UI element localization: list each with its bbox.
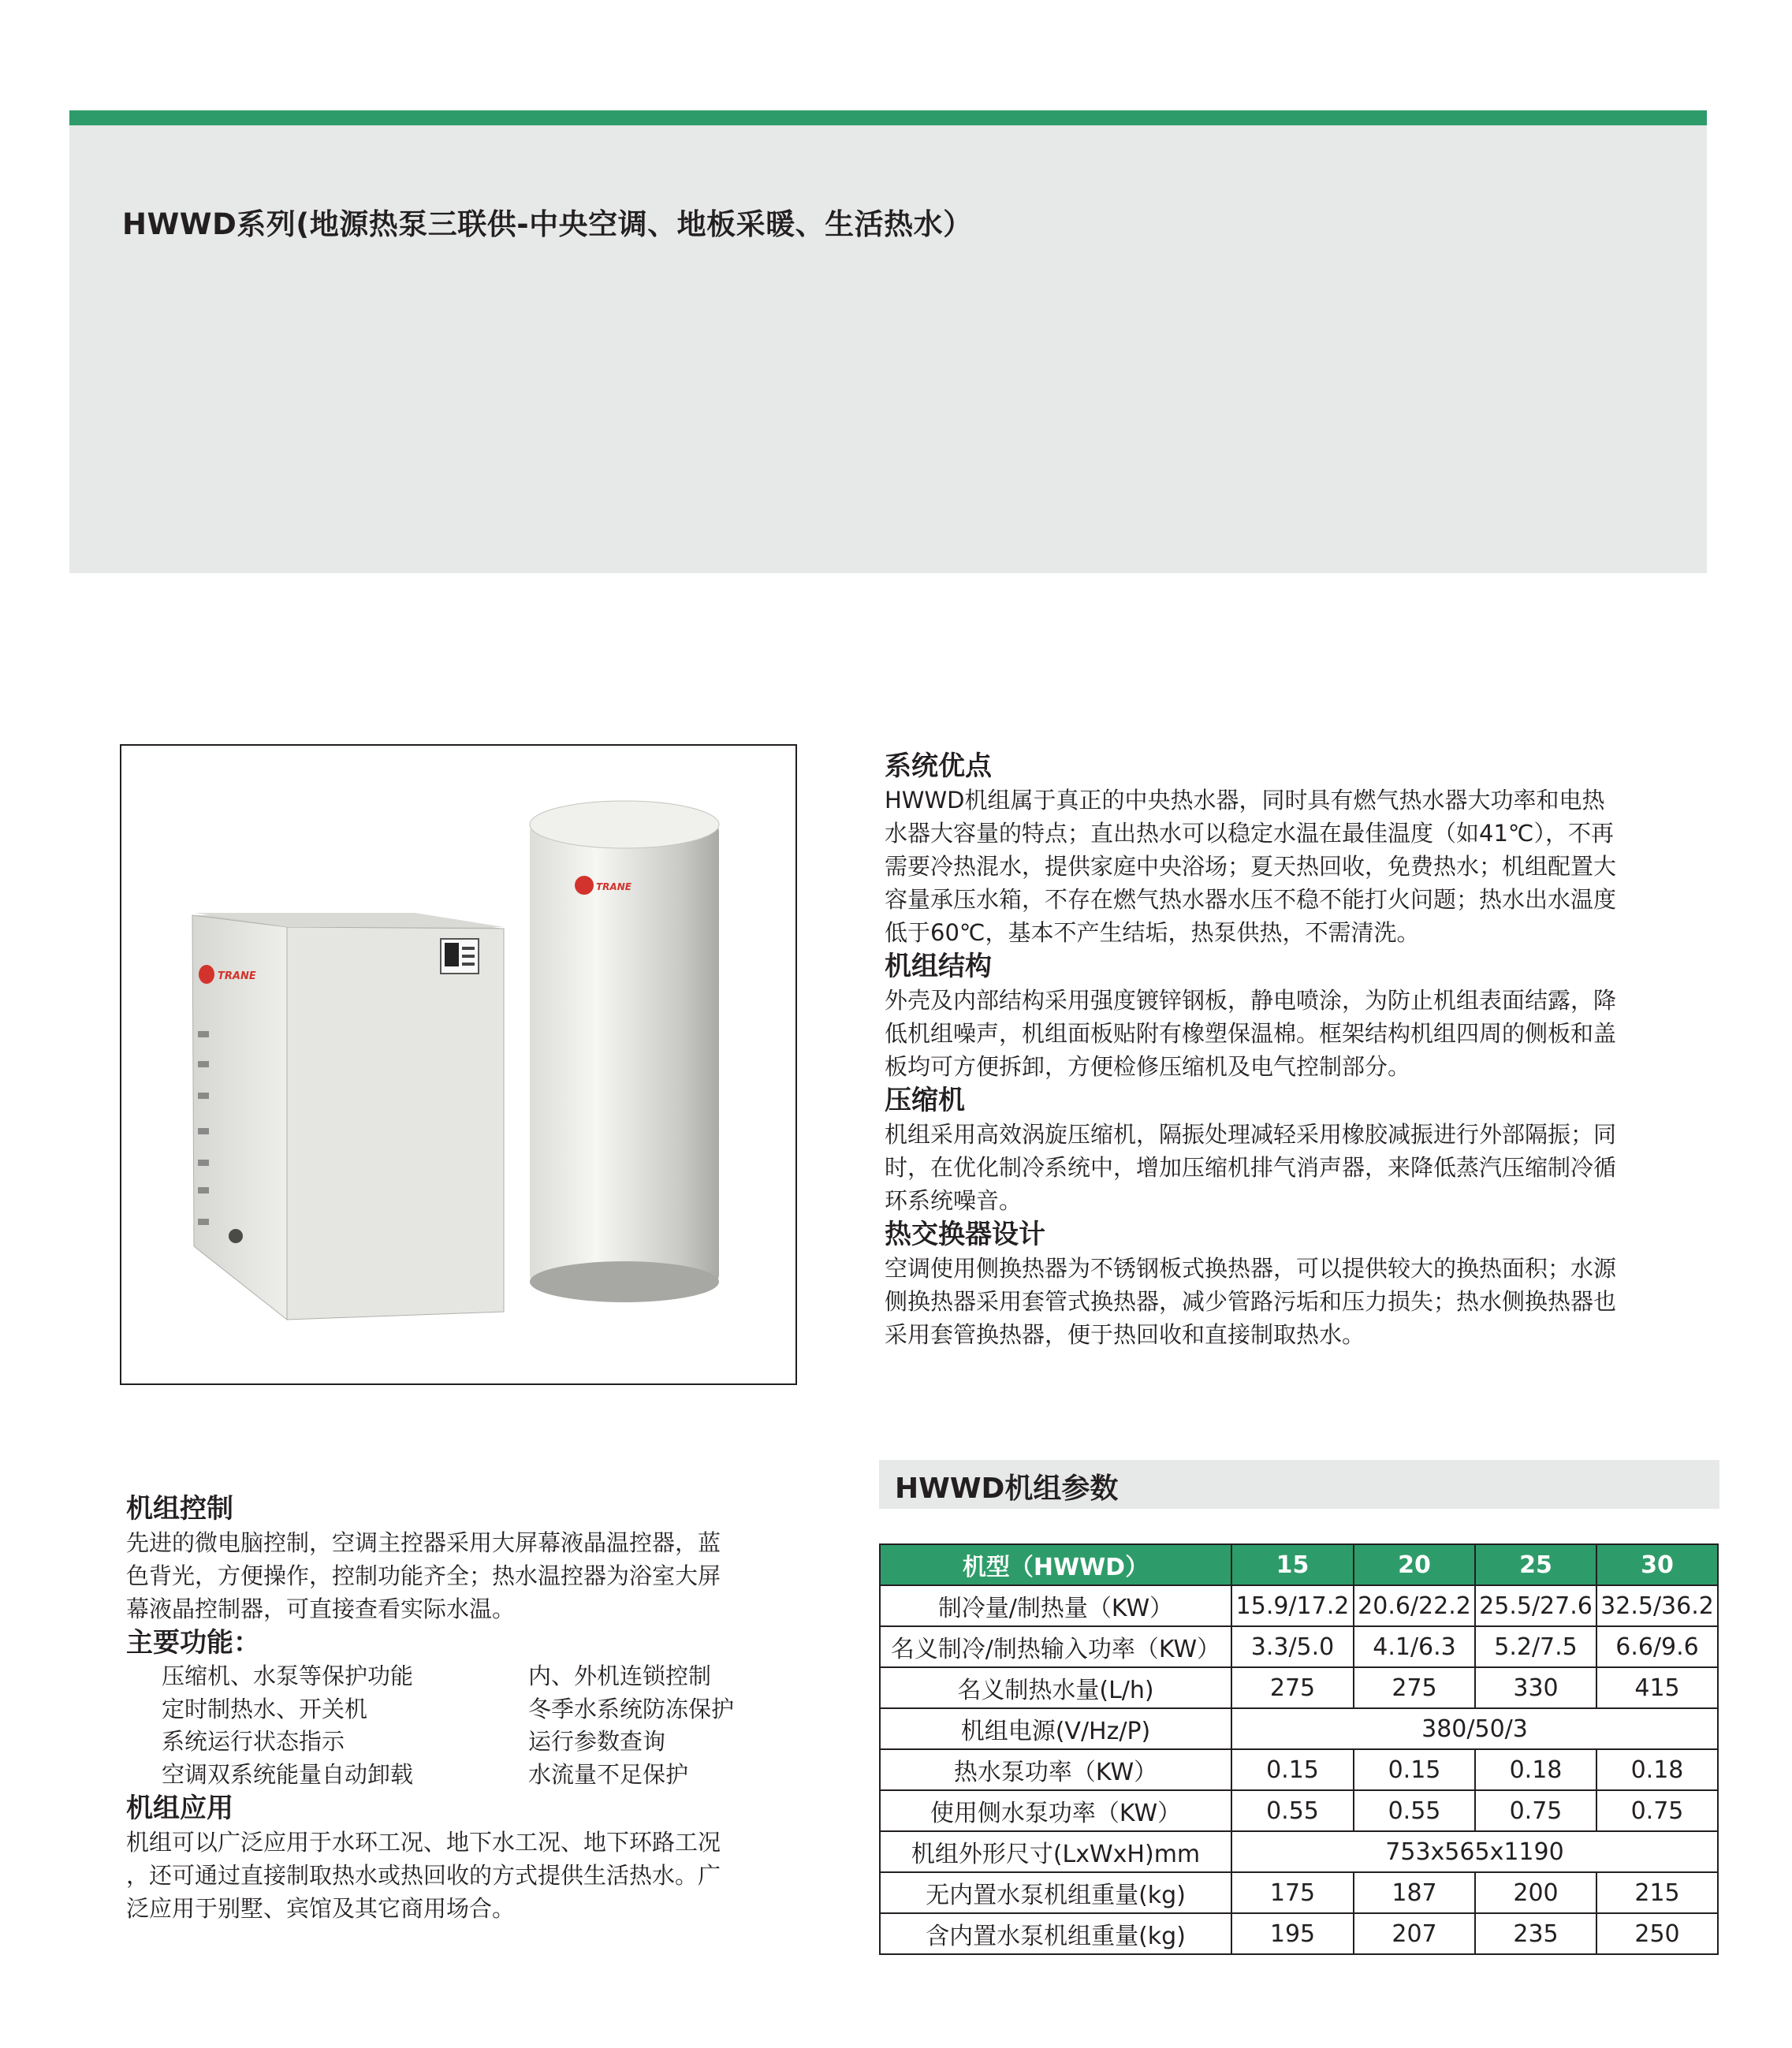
section-line: 时，在优化制冷系统中，增加压缩机排气消声器，来降低蒸汽压缩制冷循 — [885, 1154, 1617, 1181]
section-line: 采用套管换热器，便于热回收和直接制取热水。 — [885, 1321, 1365, 1348]
heat-pump-unit — [192, 913, 504, 1320]
table-cell: 0.15 — [1231, 1749, 1354, 1790]
table-cell: 235 — [1475, 1913, 1596, 1954]
header-cell: 25 — [1475, 1544, 1596, 1585]
table-cell: 3.3/5.0 — [1231, 1626, 1354, 1667]
table-cell: 20.6/22.2 — [1354, 1585, 1475, 1626]
table-cell: 32.5/36.2 — [1596, 1585, 1718, 1626]
row-label: 使用侧水泵功率（KW） — [880, 1790, 1231, 1831]
table-row — [880, 1872, 1718, 1913]
header-cell: 20 — [1354, 1544, 1475, 1585]
table-cell: 215 — [1596, 1872, 1718, 1913]
section-compressor — [885, 1083, 1720, 1217]
section-line: 侧换热器采用套管式换热器，减少管路污垢和压力损失；热水侧换热器也 — [885, 1288, 1617, 1315]
function-item: 运行参数查询 — [528, 1728, 666, 1755]
section-application — [126, 1791, 796, 1925]
section-line: 色背光，方便操作，控制功能齐全；热水温控器为浴室大屏 — [126, 1562, 721, 1589]
table-cell: 330 — [1475, 1667, 1596, 1708]
svg-text:TRANE: TRANE — [596, 881, 631, 892]
row-label: 热水泵功率（KW） — [880, 1749, 1231, 1790]
section-line: 泛应用于别墅、宾馆及其它商用场合。 — [126, 1895, 516, 1922]
table-header-row — [880, 1544, 1718, 1585]
product-photo — [120, 744, 797, 1385]
section-line: 幕液晶控制器，可直接查看实际水温。 — [126, 1596, 516, 1622]
params-title: HWWD机组参数 — [895, 1473, 1119, 1505]
table-cell: 0.18 — [1596, 1749, 1718, 1790]
row-label: 机组外形尺寸(LxWxH)mm — [880, 1831, 1231, 1872]
section-line: 低机组噪声，机组面板贴附有橡塑保温棉。框架结构机组四周的侧板和盖 — [885, 1020, 1617, 1047]
table-row — [880, 1708, 1718, 1749]
header-accent-bar — [69, 110, 1707, 125]
table-row — [880, 1749, 1718, 1790]
product-illustration — [121, 746, 797, 1385]
svg-text:TRANE: TRANE — [218, 970, 256, 982]
page-title: HWWD系列(地源热泵三联供-中央空调、地板采暖、生活热水） — [122, 207, 973, 241]
header-cell: 30 — [1596, 1544, 1718, 1585]
table-cell-merged: 753x565x1190 — [1231, 1831, 1718, 1872]
section-heading: 主要功能： — [126, 1627, 260, 1659]
section-line: 容量承压水箱，不存在燃气热水器水压不稳不能打火问题；热水出水温度 — [885, 886, 1617, 913]
section-line: 环系统噪音。 — [885, 1187, 1023, 1214]
params-title-bar — [879, 1460, 1719, 1509]
table-cell: 0.75 — [1596, 1790, 1718, 1831]
section-heading: 系统优点 — [885, 750, 992, 782]
table-cell: 275 — [1231, 1667, 1354, 1708]
table-row — [880, 1626, 1718, 1667]
section-functions — [126, 1625, 796, 1791]
table-cell: 0.15 — [1354, 1749, 1475, 1790]
section-line: 先进的微电脑控制，空调主控器采用大屏幕液晶温控器，蓝 — [126, 1529, 721, 1556]
section-structure — [885, 949, 1720, 1083]
header-cell: 15 — [1231, 1544, 1354, 1585]
table-cell: 200 — [1475, 1872, 1596, 1913]
header-panel — [69, 125, 1707, 573]
table-cell: 0.18 — [1475, 1749, 1596, 1790]
section-heat-exchanger — [885, 1217, 1720, 1351]
section-heading: 机组结构 — [885, 951, 992, 982]
table-row — [880, 1790, 1718, 1831]
function-item: 系统运行状态指示 — [162, 1728, 345, 1755]
function-item: 空调双系统能量自动卸载 — [162, 1760, 414, 1788]
table-cell: 15.9/17.2 — [1231, 1585, 1354, 1626]
section-control — [126, 1491, 796, 1625]
section-line: 水器大容量的特点；直出热水可以稳定水温在最佳温度（如41℃），不再 — [885, 820, 1614, 847]
table-cell: 207 — [1354, 1913, 1475, 1954]
table-cell: 6.6/9.6 — [1596, 1626, 1718, 1667]
table-row — [880, 1667, 1718, 1708]
table-row — [880, 1831, 1718, 1872]
row-label: 无内置水泵机组重量(kg) — [880, 1872, 1231, 1913]
section-advantages — [885, 749, 1720, 949]
function-item: 压缩机、水泵等保护功能 — [162, 1663, 414, 1689]
table-cell: 275 — [1354, 1667, 1475, 1708]
header-cell: 机型（HWWD） — [880, 1544, 1231, 1585]
table-cell: 250 — [1596, 1913, 1718, 1954]
section-line: 机组采用高效涡旋压缩机，隔振处理减轻采用橡胶减振进行外部隔振；同 — [885, 1121, 1617, 1148]
row-label: 制冷量/制热量（KW） — [880, 1585, 1231, 1626]
table-cell: 0.75 — [1475, 1790, 1596, 1831]
function-item: 冬季水系统防冻保护 — [528, 1695, 735, 1722]
table-cell: 0.55 — [1354, 1790, 1475, 1831]
function-item: 水流量不足保护 — [528, 1760, 689, 1788]
row-label: 名义制热水量(L/h) — [880, 1667, 1231, 1708]
section-line: HWWD机组属于真正的中央热水器，同时具有燃气热水器大功率和电热 — [885, 787, 1605, 814]
table-cell: 195 — [1231, 1913, 1354, 1954]
section-heading: 机组应用 — [126, 1793, 233, 1824]
row-label: 含内置水泵机组重量(kg) — [880, 1913, 1231, 1954]
section-line: 板均可方便拆卸，方便检修压缩机及电气控制部分。 — [885, 1053, 1411, 1080]
params-table — [879, 1543, 1719, 1955]
section-line: ，还可通过直接制取热水或热回收的方式提供生活热水。广 — [126, 1862, 721, 1889]
section-line: 外壳及内部结构采用强度镀锌钢板，静电喷涂，为防止机组表面结露，降 — [885, 987, 1617, 1014]
table-cell: 25.5/27.6 — [1475, 1585, 1596, 1626]
table-row — [880, 1913, 1718, 1954]
table-cell: 175 — [1231, 1872, 1354, 1913]
function-item: 定时制热水、开关机 — [162, 1695, 368, 1722]
section-line: 低于60℃，基本不产生结垢，热泵供热，不需清洗。 — [885, 919, 1420, 946]
table-cell: 0.55 — [1231, 1790, 1354, 1831]
table-cell: 4.1/6.3 — [1354, 1626, 1475, 1667]
section-heading: 热交换器设计 — [885, 1219, 1045, 1250]
section-line: 空调使用侧换热器为不锈钢板式换热器，可以提供较大的换热面积；水源 — [885, 1255, 1617, 1282]
table-cell-merged: 380/50/3 — [1231, 1708, 1718, 1749]
control-text-column — [126, 1491, 796, 1925]
row-label: 机组电源(V/Hz/P) — [880, 1708, 1231, 1749]
table-row — [880, 1585, 1718, 1626]
table-cell: 187 — [1354, 1872, 1475, 1913]
water-tank — [530, 801, 719, 1302]
section-line: 需要冷热混水，提供家庭中央浴场；夏天热回收，免费热水；机组配置大 — [885, 853, 1617, 880]
function-list — [162, 1660, 796, 1791]
section-line: 机组可以广泛应用于水环工况、地下水工况、地下环路工况 — [126, 1829, 721, 1856]
row-label: 名义制冷/制热输入功率（KW） — [880, 1626, 1231, 1667]
section-heading: 机组控制 — [126, 1493, 233, 1525]
function-item: 内、外机连锁控制 — [528, 1663, 712, 1689]
table-cell: 5.2/7.5 — [1475, 1626, 1596, 1667]
section-heading: 压缩机 — [885, 1085, 965, 1116]
table-cell: 415 — [1596, 1667, 1718, 1708]
feature-text-column — [885, 749, 1720, 1351]
